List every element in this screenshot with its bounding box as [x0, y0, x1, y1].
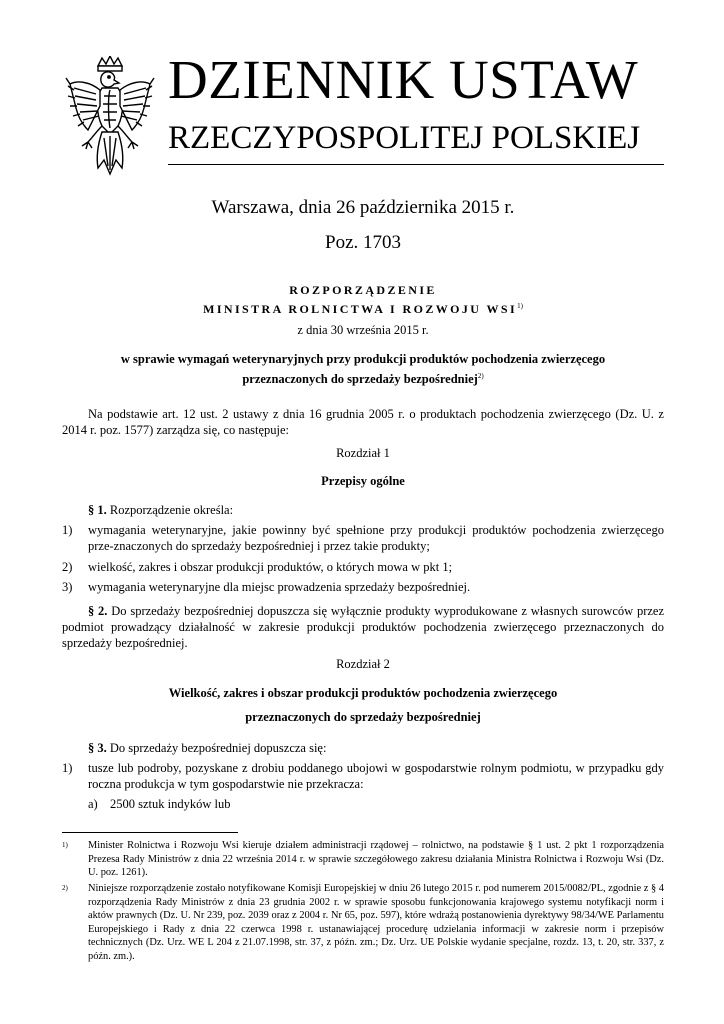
- section-1-intro: [62, 502, 664, 518]
- list-item: [62, 559, 664, 575]
- footnote: [62, 882, 664, 964]
- sub-list-item: [88, 796, 230, 812]
- list-item-text: wymagania weterynaryjne dla miejsc prowadzenia sprzedaży bezpośredniej.: [88, 580, 471, 594]
- section-1-mark: § 1.: [88, 503, 107, 517]
- list-item-number: 3): [62, 580, 73, 594]
- footnote-number: 1): [62, 841, 68, 849]
- section-2: [62, 603, 664, 651]
- chapter-1-title: Przepisy ogólne: [321, 474, 405, 488]
- act-subject: [62, 351, 664, 388]
- chapter-2-label: Rozdział 2: [336, 657, 390, 671]
- chapter-2-title-line-2: przeznaczonych do sprzedaży bezpośredniej: [245, 710, 481, 724]
- section-2-mark: § 2.: [88, 604, 108, 618]
- list-item: [62, 522, 664, 554]
- subject-line-1: w sprawie wymagań weterynaryjnych przy produkcji produktów pochodzenia zwierzęcego: [120, 352, 606, 366]
- section-2-text: Do sprzedaży bezpośredniej dopuszcza się wyłącznie produkty wyprodukowane z własnych surowców przez podmiot prowadzący działalność w zakresie produkcji produktów pochodzenia zwierzęcego przeznaczonych do sprzedaży bezpośredniej.: [62, 604, 665, 650]
- footnote-ref-2: 2): [477, 372, 484, 380]
- list-item-text: wielkość, zakres i obszar produkcji produktów, o których mowa w pkt 1;: [88, 560, 453, 574]
- list-item-text: tusze lub podroby, pozyskane z drobiu poddanego ubojowi w gospodarstwie rolnym podmiotu, w przypadku gdy roczna produkcja w tym gospodarstwie nie przekracza:: [88, 761, 664, 791]
- sub-list-item-text: 2500 sztuk indyków lub: [110, 797, 231, 811]
- footnote-text: Niniejsze rozporządzenie zostało notyfikowane Komisji Europejskiej w dniu 26 lutego 2015 r. pod numerem 2015/0082/PL, zgodnie z § 4 rozporządzenia Rady Ministrów z dnia 23 grudnia 2002 r. w sprawie sposobu funkcjonowania krajowego systemu notyfikacji norm i aktów prawnych (Dz. U. Nr 239, poz. 2039 oraz z 2004 r. Nr 65, poz. 597), które wdrażą postanowienia dyrektywy 98/34/WE Parlamentu Europejskiego i Rady z dnia 22 czerwca 1998 r. ustanawiającej procedurę udzielania informacji w zakresie norm i przepisów technicznych (Dz. Urz. WE L 204 z 21.07.1998, str. 37, z późn. zm.; Dz. Urz. UE Polskie wydanie specjalne, rozdz. 13, t. 20, str. 337, z późn. zm.).: [88, 883, 664, 962]
- chapter-1-label: Rozdział 1: [336, 446, 390, 460]
- footnote-text: Minister Rolnictwa i Rozwoju Wsi kieruje działem administracji rządowej – rolnictwo, na podstawie § 1 ust. 2 pkt 1 rozporządzenia Prezesa Rady Ministrów z dnia 22 września 2014 r. w sprawie szczegółowego zakresu działania Ministra Rolnictwa i Rozwoju Wsi (Dz. U. poz. 1261).: [88, 840, 664, 878]
- list-item-number: 2): [62, 560, 73, 574]
- date-line: Warszawa, dnia 26 października 2015 r.: [211, 197, 515, 218]
- issuer-name: MINISTRA ROLNICTWA I ROZWOJU WSI: [203, 302, 518, 316]
- chapter-2-title-line-1: Wielkość, zakres i obszar produkcji produktów pochodzenia zwierzęcego: [168, 686, 558, 700]
- section-1-text: Rozporządzenie określa:: [109, 503, 234, 517]
- subject-line-2: [62, 368, 664, 388]
- section-3-intro: [62, 740, 664, 756]
- eagle-emblem-icon: [62, 56, 158, 184]
- position-number: Poz. 1703: [325, 232, 401, 253]
- act-date: z dnia 30 września 2015 r.: [297, 323, 429, 337]
- preamble: Na podstawie art. 12 ust. 2 ustawy z dnia 16 grudnia 2005 r. o produktach pochodzenia zwierzęcego (Dz. U. z 2014 r. poz. 1577) zarządza się, co następuje:: [62, 407, 664, 437]
- list-item-number: 1): [62, 523, 73, 537]
- list-item: [62, 579, 664, 595]
- list-item-text: wymagania weterynaryjne, jakie powinny być spełnione przy produkcji produktów pochodzenia zwierzęcego prze-znaczonych do sprzedaży bezpośredniej i przez takie produkty;: [88, 523, 664, 553]
- footnote-divider: [62, 832, 238, 833]
- act-type: ROZPORZĄDZENIE: [289, 283, 437, 297]
- subject-line-2-text: przeznaczonych do sprzedaży bezpośredniej: [242, 372, 478, 387]
- gazette-title: DZIENNIK USTAW: [168, 49, 639, 110]
- footnote-ref-1: 1): [517, 302, 523, 310]
- masthead-divider: [168, 164, 664, 165]
- footnote: [62, 839, 664, 880]
- sub-list-item-number: a): [88, 797, 98, 811]
- act-issuer: [62, 302, 664, 317]
- gazette-subtitle: RZECZYPOSPOLITEJ POLSKIEJ: [168, 120, 641, 156]
- list-item-number: 1): [62, 761, 73, 775]
- section-3-text: Do sprzedaży bezpośredniej dopuszcza się:: [109, 741, 327, 755]
- footnote-number: 2): [62, 884, 68, 892]
- section-3-mark: § 3.: [88, 741, 107, 755]
- list-item: [62, 760, 664, 792]
